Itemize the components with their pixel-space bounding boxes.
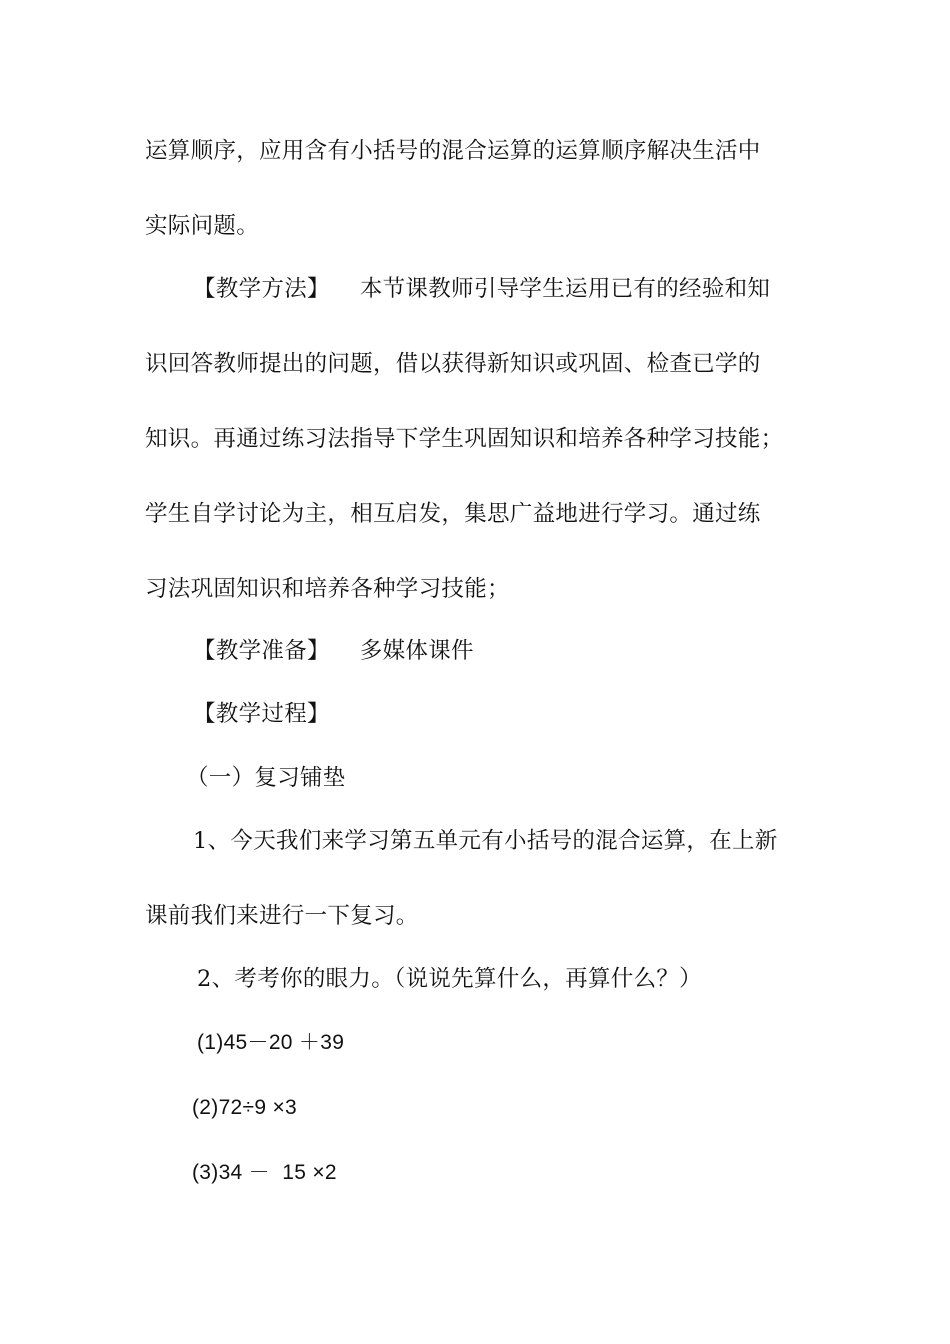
list-item: 2、考考你的眼力。（说说先算什么，再算什么？）: [197, 966, 702, 992]
paragraph-line: 学生自学讨论为主，相互启发，集思广益地进行学习。通过练: [145, 501, 761, 527]
math-expression: (1)45－20 ＋39: [197, 1031, 345, 1054]
teaching-prep-line: [193, 636, 474, 666]
teaching-process-label: 【教学过程】: [193, 701, 330, 727]
teaching-prep-label: 【教学准备】: [193, 638, 330, 664]
teaching-method-line: [193, 274, 770, 304]
paragraph-line: 实际问题。: [145, 213, 260, 239]
teaching-prep-text: 多媒体课件: [359, 638, 474, 664]
paragraph-line: 识回答教师提出的问题，借以获得新知识或巩固、检查已学的: [145, 351, 761, 377]
list-item: 1、今天我们来学习第五单元有小括号的混合运算，在上新: [193, 828, 778, 854]
math-expression: (3)34 － 15 ×2: [192, 1161, 337, 1184]
paragraph-line: 习法巩固知识和培养各种学习技能；: [145, 576, 510, 602]
math-expression: (2)72÷9 ×3: [192, 1096, 298, 1119]
paragraph-line: 运算顺序，应用含有小括号的混合运算的运算顺序解决生活中: [145, 138, 761, 164]
teaching-method-label: 【教学方法】: [193, 276, 330, 302]
paragraph-line: 课前我们来进行一下复习。: [145, 903, 419, 929]
teaching-method-text: 本节课教师引导学生运用已有的经验和知: [359, 276, 771, 302]
paragraph-line: 知识。再通过练习法指导下学生巩固知识和培养各种学习技能；: [145, 426, 784, 452]
section-heading: （一）复习铺垫: [186, 765, 346, 791]
